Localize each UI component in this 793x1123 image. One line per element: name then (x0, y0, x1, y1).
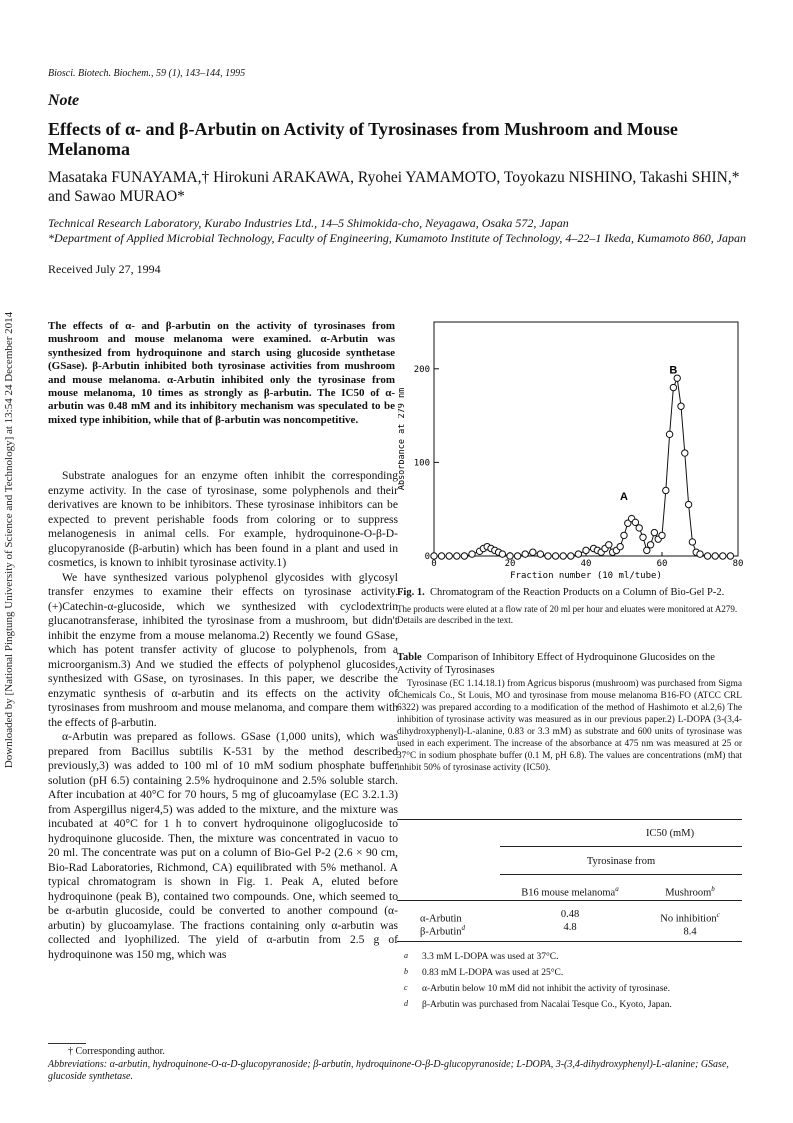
abbreviations: Abbreviations: α-arbutin, hydroquinone-O-α-D-glucopyranoside; β-arbutin, hydroquinone-O-β-D-glucopyranoside; L-DOPA, 3-(3,4-dihydroxyphenyl)-L-alanine; GSase, glucoside synthetase. (48, 1058, 729, 1082)
data-point (720, 553, 726, 559)
table-bottom-rule (397, 941, 742, 942)
x-axis-label: Fraction number (10 ml/tube) (510, 571, 662, 581)
table-title (397, 652, 742, 677)
data-point (621, 532, 627, 538)
data-point (659, 532, 665, 538)
x-tick-label: 0 (431, 559, 437, 569)
peak-label: A (620, 490, 628, 503)
data-point (689, 539, 695, 545)
data-point (640, 534, 646, 540)
data-point (560, 553, 566, 559)
data-point (712, 553, 718, 559)
affiliations (48, 216, 748, 246)
corresponding-author: † Corresponding author. (68, 1046, 165, 1057)
paragraph: We have synthesized various polyphenol glycosides with glycosyl transfer enzymes to examine their effects on tyrosinase activity. (+)Catechin-α-glucoside, which we synthesized with cyclodextrin glucanotransferase, inhibited the tyrosinase from a mushroom, but didn't inhibit the enzyme from a mouse melanoma.2) Recently we found GSase, which has potent transfer activity of glucose to polyphenols, from a microorganism.3) And we studied the effects of polyphenol glucosides, synthesized with GSase, on tyrosinases. In this paper, we describe the enzymatic synthesis of α-arbutin and its effects on the activity of tyrosinases from mushroom and mouse melanoma, and compare them with the effects of β-arbutin. (48, 570, 398, 729)
table-title-text: Comparison of Inhibitory Effect of Hydroquinone Glucosides on the Activity of Tyrosinases (397, 652, 715, 676)
y-tick-label: 100 (413, 458, 430, 469)
data-point (522, 551, 528, 557)
peak-label: B (669, 364, 678, 377)
x-tick-label: 80 (732, 559, 743, 569)
data-point (670, 384, 676, 390)
data-point (438, 553, 444, 559)
x-tick-label: 60 (656, 559, 668, 569)
table-header-sub: Tyrosinase from (586, 856, 656, 867)
data-point (644, 547, 650, 553)
y-tick-label: 200 (413, 364, 430, 375)
y-axis-label: Absorbance at 279 nm (398, 387, 407, 491)
data-point (666, 431, 672, 437)
data-point (682, 450, 688, 456)
paragraph: α-Arbutin was prepared as follows. GSase (1,000 units), which was prepared from Bacillus subtilis K-531 by the method described previously,3) was added to 100 ml of 10 mM sodium phosphate buffer solution (pH 6.5) containing 2.5% hydroquinone and 2.5% soluble starch. After incubation at 40°C for 70 hours, 5 mg of glucoamylase (EC 3.2.1.3) from Aspergillus niger4,5) was added to the mixture, and the mixture was incubated at 40°C for 1 h to convert hydroquinone oligoglucoside to hydroquinone glucoside. Then, the mixture was concentrated in vacuo to 20 ml. The concentrate was put on a column of Bio-Gel P-2 (2.6 × 90 cm, Bio-Rad Laboratories, Richmond, CA) equilibrated with 5% methanol. A typical chromatogram is shown in Fig. 1. Peak A, eluted before hydroquinone (peak B), contained two compounds. One, which seemed to be α-arbutin glucoside, could be converted to another compound (α-arbutin) by glucoamylase. The fractions containing only α-arbutin was collected and lyophilized. The yield of α-arbutin from 2.5 g of hydroquinone was 150 mg, which was (48, 730, 398, 961)
data-point (530, 549, 536, 555)
table-description: Tyrosinase (EC 1.14.18.1) from Agricus bisporus (mushroom) was purchased from Sigma Chemicals Co., St Louis, MO and tyrosinase from mouse melanoma B16-FO (ATCC CRL 6322) was prepared according to a modification of the method of Hashimoto et al.2,6) The inhibition of tyrosinase activity was measured as in our previous paper.2) L-DOPA (3-(3,4-dihydroxyphenyl)-L-alanine, 0.83 or 3.3 mM) as substrate and 600 units of tyrosinase was used in each experiment. The increase of the absorbance at 475 nm was measured at 25 or 37°C in sodium phosphate buffer (0.1 M, pH 6.8). The values are concentrations (mM) that inhibit 50% of tyrosinase activity (IC50). (397, 679, 742, 773)
data-point (632, 519, 638, 525)
data-point (461, 553, 467, 559)
data-point (469, 551, 475, 557)
section-label: Note (48, 92, 80, 109)
table-label: Table (397, 652, 422, 663)
authors-line-1: Masataka FUNAYAMA,† Hirokuni ARAKAWA, Ryohei YAMAMOTO, Toyokazu NISHINO, Takashi SHIN,* (48, 169, 740, 186)
paragraph: Substrate analogues for an enzyme often inhibit the corresponding enzyme activity. In the case of tyrosinase, some polyphenols and their derivatives are known to be inhibitors. These tyrosinase inhibitors can be expected to prevent perishable foods from coloring or to suppress melanogenesis in animal cells. For example, hydroquinone-O-β-D-glucopyranoside (β-arbutin) which has been found in a plant and used in cosmetics, is known to inhibit tyrosinase activity.1) (48, 469, 398, 569)
data-point (697, 551, 703, 557)
data-point (704, 553, 710, 559)
page-footnotes (48, 1046, 743, 1084)
data-point (617, 543, 623, 549)
received-date: Received July 27, 1994 (48, 262, 161, 276)
data-point (514, 553, 520, 559)
data-point (606, 542, 612, 548)
data-point (431, 553, 437, 559)
abstract: The effects of α- and β-arbutin on the activity of tyrosinases from mushroom and mouse melanoma were examined. α-Arbutin was synthesized from hydroquinone and starch using glucoside synthetase (GSase). β-Arbutin inhibited both tyrosinase activities from mushroom and mouse melanoma. α-Arbutin inhibited only the tyrosinase from mouse melanoma, 10 times as strongly as β-arbutin. The IC50 of α-arbutin was 0.48 mM and its inhibitory mechanism was speculated to be mixed type inhibition, while that of β-arbutin was noncompetitive. (48, 320, 395, 426)
table-col-header: Mushroom$^b$ (665, 885, 715, 899)
y-tick-label: 0 (424, 552, 430, 562)
data-point (552, 553, 558, 559)
table-header-main: IC50 (mM) (645, 828, 695, 839)
data-point (454, 553, 460, 559)
authors-line-2: and Sawao MURAO* (48, 188, 185, 205)
journal-reference: Biosci. Biotech. Biochem., 59 (1), 143–144, 1995 (48, 68, 246, 79)
body-text (48, 469, 398, 962)
table-cell: 0.48 (560, 909, 580, 920)
table-row-label: α-Arbutin (420, 913, 462, 925)
data-point (499, 551, 505, 557)
data-point (685, 501, 691, 507)
table-rule (397, 900, 742, 901)
table-row-label: β-Arbutin$^d$ (420, 924, 466, 938)
data-point (575, 551, 581, 557)
table-cell: No inhibition$^c$ (660, 911, 720, 925)
x-tick-label: 40 (580, 559, 592, 569)
x-tick-label: 20 (504, 559, 516, 569)
data-point (678, 403, 684, 409)
data-point (545, 553, 551, 559)
data-point (507, 553, 513, 559)
footnote-rule (48, 1043, 86, 1044)
table-top-rule (397, 819, 742, 820)
figure-title: Chromatogram of the Reaction Products on a Column of Bio-Gel P-2. (429, 587, 725, 598)
series-line (434, 378, 730, 556)
table-cell: 8.4 (683, 926, 697, 938)
data-point (663, 487, 669, 493)
table-col-header: B16 mouse melanoma$^a$ (521, 885, 619, 899)
figure-label: Fig. 1. (397, 587, 425, 598)
affiliation-1: Technical Research Laboratory, Kurabo Industries Ltd., 14–5 Shimokida-cho, Neyagawa, Osaka 572, Japan (48, 216, 569, 230)
table-rule (500, 846, 742, 847)
data-point (636, 525, 642, 531)
data-point (568, 553, 574, 559)
affiliation-2: *Department of Applied Microbial Technology, Faculty of Engineering, Kumamoto Institute of Technology, 4–22–1 Ikeda, Kumamoto 860, Japan (48, 231, 747, 245)
author-list (48, 168, 748, 206)
data-point (537, 551, 543, 557)
plot-frame (434, 322, 738, 556)
article-title: Effects of α- and β-Arbutin on Activity of Tyrosinases from Mushroom and Mouse Melanoma (48, 119, 678, 159)
table-rule (500, 874, 742, 875)
chromatogram-figure (398, 318, 743, 588)
download-watermark: Downloaded by [National Pingtung University of Science and Technology] at 13:54 24 December 2014 (3, 311, 15, 769)
data-point (651, 529, 657, 535)
data-point (446, 553, 452, 559)
data-point (727, 553, 733, 559)
chromatogram-chart (398, 318, 743, 588)
data-point (647, 542, 653, 548)
figure-subcaption: The products were eluted at a flow rate of 20 ml per hour and eluates were monitored at A279. Details are described in the text. (397, 603, 738, 625)
figure-caption (397, 587, 742, 626)
table-cell: 4.8 (563, 922, 577, 933)
data-point (583, 547, 589, 553)
